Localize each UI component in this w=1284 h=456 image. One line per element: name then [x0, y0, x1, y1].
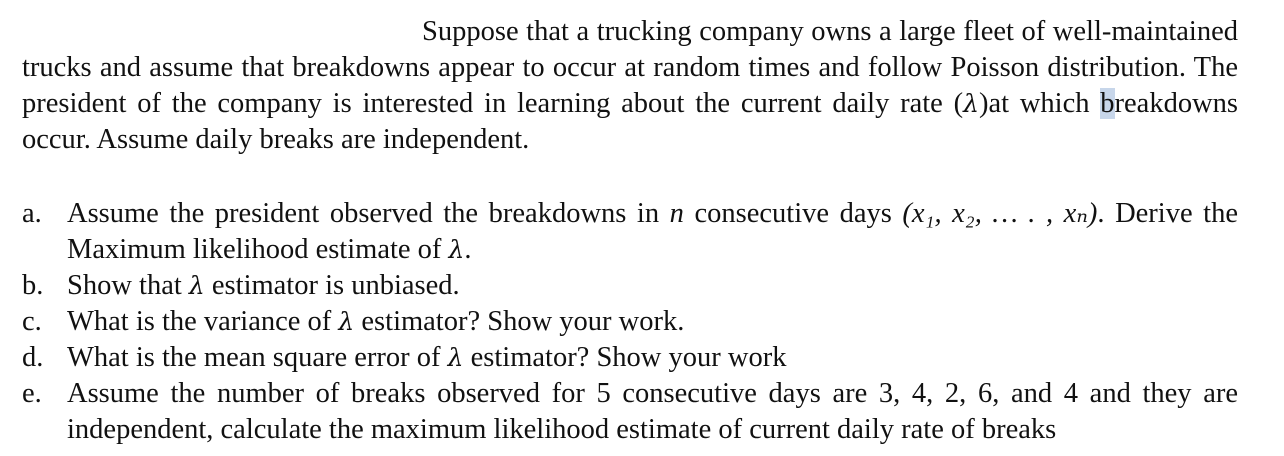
question-a-text-mid: consecutive days — [683, 198, 903, 229]
question-b-text — [67, 268, 1238, 304]
question-a-text-before: Assume the president observed the breakdowns in — [67, 198, 670, 229]
question-c — [22, 304, 1238, 340]
intro-text-part1: Suppose that a trucking company owns a large fleet of well-maintained trucks and assume that breakdowns appear to occur at random times and follow Poisson distribution. The president of the company is interested in learning about the current daily rate ( — [22, 16, 1238, 119]
lambda-symbol: λ — [448, 235, 465, 264]
intro-text-part3: reakdowns occur. Assume daily breaks are independent. — [22, 88, 1238, 155]
question-d-marker: d. — [22, 342, 44, 373]
question-list — [22, 196, 1238, 448]
question-e-marker: e. — [22, 378, 42, 409]
question-b-marker: b. — [22, 270, 44, 301]
question-b-text-after: estimator is unbiased. — [204, 270, 460, 301]
question-d-text — [67, 340, 1238, 376]
math-sequence: (x₁, x₂, … . , xₙ) — [902, 198, 1098, 229]
question-a-text — [67, 196, 1238, 268]
question-d-text-before: What is the mean square error of — [67, 342, 448, 373]
question-c-text-after: estimator? Show your work. — [354, 306, 685, 337]
lambda-symbol: λ — [447, 343, 464, 372]
question-d — [22, 340, 1238, 376]
question-c-marker: c. — [22, 306, 42, 337]
question-d-text-after: estimator? Show your work — [463, 342, 787, 373]
variable-n: n — [669, 198, 684, 229]
intro-paragraph — [22, 14, 1238, 158]
question-c-text — [67, 304, 1238, 340]
question-a-text-end: . — [464, 234, 472, 265]
question-e-text: Assume the number of breaks observed for 5 consecutive days are 3, 4, 2, 6, and 4 and they are independent, calculate the maximum likelihood estimate of current daily rate of breaks — [67, 378, 1238, 445]
question-c-text-before: What is the variance of — [67, 306, 339, 337]
lambda-symbol: λ — [963, 89, 979, 118]
intro-text-part2: )at which — [978, 88, 1101, 119]
lambda-symbol: λ — [338, 307, 355, 336]
question-a — [22, 196, 1238, 268]
lambda-symbol: λ — [188, 271, 205, 300]
question-b-text-before: Show that — [67, 270, 189, 301]
question-a-marker: a. — [22, 198, 42, 229]
text-selection-highlight[interactable]: b — [1100, 88, 1115, 119]
question-a-text-after: . Derive the Maximum likelihood estimate of — [67, 198, 1238, 265]
question-b — [22, 268, 1238, 304]
question-e — [22, 376, 1238, 448]
